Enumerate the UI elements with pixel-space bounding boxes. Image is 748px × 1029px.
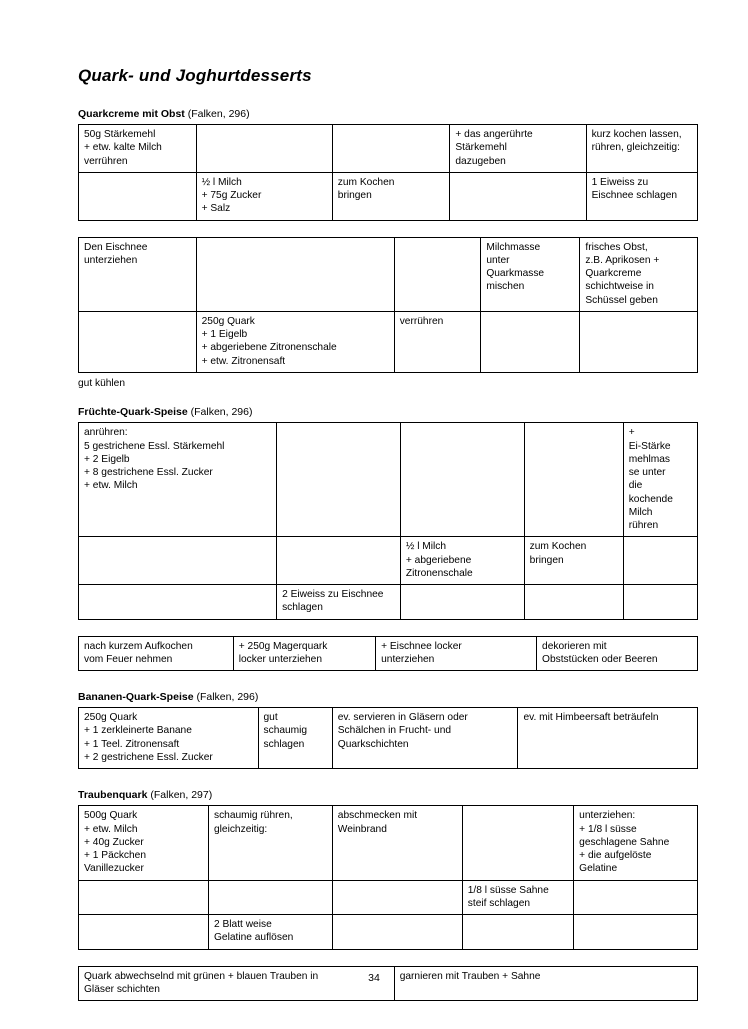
table-cell: 250g Quark + 1 Eigelb + abgeriebene Zitronenschale + etw. Zitronensaft [196, 311, 394, 372]
table-cell: + Ei-Stärke mehlmas se unter die kochende Milch rühren [623, 423, 697, 537]
table-cell: kurz kochen lassen, rühren, gleichzeitig: [586, 125, 697, 173]
recipe-name: Bananen-Quark-Speise [78, 691, 194, 703]
table-cell: ½ l Milch + 75g Zucker + Salz [196, 172, 332, 220]
table-cell: 1/8 l süsse Sahne steif schlagen [462, 880, 573, 915]
table-cell: schaumig rühren, gleichzeitig: [208, 806, 332, 880]
recipe-table [78, 124, 698, 221]
table-cell-empty [79, 880, 209, 915]
recipe-note: gut kühlen [78, 377, 126, 389]
table-cell: nach kurzem Aufkochen vom Feuer nehmen [79, 636, 234, 671]
table-cell-empty [208, 880, 332, 915]
recipe-heading [78, 108, 698, 121]
table-cell-empty [394, 237, 481, 311]
table-cell: 500g Quark + etw. Milch + 40g Zucker + 1 Päckchen Vanillezucker [79, 806, 209, 880]
table-cell-empty [79, 915, 209, 950]
table-cell-empty [623, 537, 697, 585]
table-cell-empty [400, 585, 524, 620]
table-cell: ev. servieren in Gläsern oder Schälchen in Frucht- und Quarkschichten [332, 708, 518, 769]
table-row [79, 125, 698, 173]
recipe-source: (Falken, 296) [190, 406, 253, 419]
table-cell: zum Kochen bringen [524, 537, 623, 585]
table-gap [78, 225, 698, 237]
table-cell-empty [524, 585, 623, 620]
recipe-block [78, 789, 698, 1021]
table-cell: gut schaumig schlagen [258, 708, 332, 769]
recipe-table [78, 805, 698, 949]
table-cell-empty [623, 585, 697, 620]
table-row [79, 915, 698, 950]
recipe-gap [78, 675, 698, 691]
table-cell: ev. mit Himbeersaft beträufeln [518, 708, 698, 769]
document-content [78, 66, 698, 1021]
table-cell: 250g Quark + 1 zerkleinerte Banane + 1 Teel. Zitronensaft + 2 gestrichene Essl. Zucker [79, 708, 259, 769]
table-cell-empty [580, 311, 698, 372]
page-number: 34 [368, 972, 380, 984]
table-gap [78, 624, 698, 636]
table-row [79, 423, 698, 537]
recipe-source: (Falken, 296) [187, 108, 250, 120]
table-cell: Quark abwechselnd mit grünen + blauen Trauben in Gläser schichten [79, 966, 395, 1001]
recipe-source: (Falken, 297) [150, 789, 213, 802]
table-row [79, 237, 698, 311]
table-cell-empty [462, 915, 573, 950]
recipe-block [78, 108, 698, 390]
table-cell-empty [79, 172, 197, 220]
recipe-gap [78, 1005, 698, 1021]
table-cell-empty [524, 423, 623, 537]
recipe-block [78, 691, 698, 789]
recipe-table [78, 237, 698, 373]
recipe-source: (Falken, 296) [196, 691, 259, 703]
table-cell-empty [481, 311, 580, 372]
recipe-name: Früchte-Quark-Speise [78, 406, 188, 419]
table-row [79, 537, 698, 585]
recipe-table [78, 636, 698, 672]
recipe-table [78, 422, 698, 619]
table-cell: + das angerührte Stärkemehl dazugeben [450, 125, 586, 173]
table-cell: + 250g Magerquark locker unterziehen [233, 636, 375, 671]
recipe-heading [78, 691, 698, 704]
table-cell: + Eischnee locker unterziehen [376, 636, 537, 671]
table-cell-empty [79, 585, 277, 620]
table-cell: 2 Blatt weise Gelatine auflösen [208, 915, 332, 950]
table-gap [78, 954, 698, 966]
table-cell-empty [277, 423, 401, 537]
recipe-block [78, 406, 698, 691]
table-cell-empty [450, 172, 586, 220]
table-cell-empty [574, 880, 698, 915]
table-row [79, 806, 698, 880]
table-cell: garnieren mit Trauben + Sahne [394, 966, 697, 1001]
table-cell-empty [574, 915, 698, 950]
table-cell: Den Eischnee unterziehen [79, 237, 197, 311]
table-cell: 50g Stärkemehl + etw. kalte Milch verrühren [79, 125, 197, 173]
recipe-name: Traubenquark [78, 789, 148, 802]
table-cell-empty [196, 237, 394, 311]
table-cell-empty [332, 125, 450, 173]
table-cell: unterziehen: + 1/8 l süsse geschlagene Sahne + die aufgelöste Gelatine [574, 806, 698, 880]
recipe-heading [78, 789, 698, 802]
table-cell: verrühren [394, 311, 481, 372]
page-title: Quark- und Joghurtdesserts [78, 66, 312, 85]
recipe-table [78, 707, 698, 769]
table-row [79, 172, 698, 220]
recipe-gap [78, 773, 698, 789]
table-cell-empty [196, 125, 332, 173]
table-cell-empty [277, 537, 401, 585]
table-row [79, 636, 698, 671]
table-cell-empty [400, 423, 524, 537]
table-cell: anrühren: 5 gestrichene Essl. Stärkemehl + 2 Eigelb + 8 gestrichene Essl. Zucker + etw. Milch [79, 423, 277, 537]
table-row [79, 708, 698, 769]
table-row [79, 585, 698, 620]
table-cell-empty [79, 311, 197, 372]
table-cell: zum Kochen bringen [332, 172, 450, 220]
table-cell: 1 Eiweiss zu Eischnee schlagen [586, 172, 697, 220]
recipe-list [78, 108, 698, 1021]
table-cell-empty [462, 806, 573, 880]
table-cell: 2 Eiweiss zu Eischnee schlagen [277, 585, 401, 620]
table-cell: Milchmasse unter Quarkmasse mischen [481, 237, 580, 311]
table-cell: frisches Obst, z.B. Aprikosen + Quarkcreme schichtweise in Schüssel geben [580, 237, 698, 311]
table-row [79, 311, 698, 372]
table-cell-empty [332, 880, 462, 915]
table-cell: dekorieren mit Obststücken oder Beeren [537, 636, 698, 671]
table-cell: ½ l Milch + abgeriebene Zitronenschale [400, 537, 524, 585]
table-cell-empty [332, 915, 462, 950]
recipe-name: Quarkcreme mit Obst [78, 108, 185, 120]
table-row [79, 880, 698, 915]
table-cell: abschmecken mit Weinbrand [332, 806, 462, 880]
recipe-heading [78, 406, 698, 419]
table-cell-empty [79, 537, 277, 585]
